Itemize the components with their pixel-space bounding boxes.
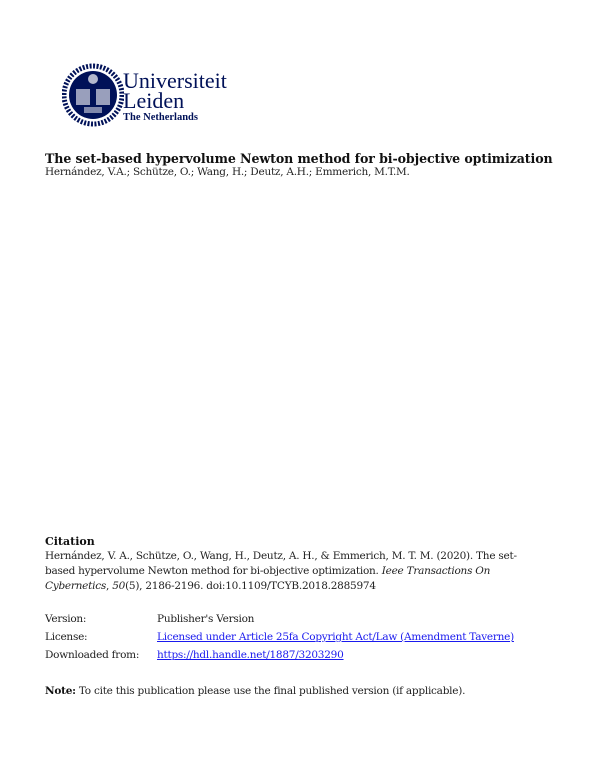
journal-volume: 50 [112,580,126,592]
journal-name-cont: Cybernetics [45,580,106,592]
citation-text: based hypervolume Newton method for bi-objective optimization. [45,565,382,577]
separator: , [106,580,113,592]
note-label: Note: [45,685,76,697]
handle-link[interactable]: https://hdl.handle.net/1887/3203290 [157,649,344,661]
license-label: License: [45,631,88,643]
journal-name: Ieee Transactions On [381,565,491,577]
citation-heading: Citation [45,535,95,548]
document-authors: Hernández, V.A.; Schütze, O.; Wang, H.; Deutz, A.H.; Emmerich, M.T.M. [45,166,410,178]
license-link[interactable]: Licensed under Article 25fa Copyright Act/Law (Amendment Taverne) [157,631,514,643]
note [45,685,465,697]
citation-line-3 [45,580,376,592]
logo-line-leiden: Leiden [123,88,185,113]
citation-line-1: Hernández, V. A., Schütze, O., Wang, H., Deutz, A. H., & Emmerich, M. T. M. (2020). The set- [45,550,517,562]
university-logo [62,63,124,131]
version-label: Version: [45,613,87,625]
document-title: The set-based hypervolume Newton method for bi-objective optimization [45,151,553,166]
citation-pages-doi: (5), 2186-2196. doi:10.1109/TCYB.2018.2885974 [125,580,376,592]
citation-line-2 [45,565,490,577]
seal-icon [62,63,124,127]
downloaded-label: Downloaded from: [45,649,140,661]
logo-line-universiteit: Universiteit [123,68,227,93]
version-value: Publisher's Version [157,613,255,625]
note-text: To cite this publication please use the final published version (if applicable). [75,685,466,697]
logo-line-netherlands: The Netherlands [123,112,198,123]
